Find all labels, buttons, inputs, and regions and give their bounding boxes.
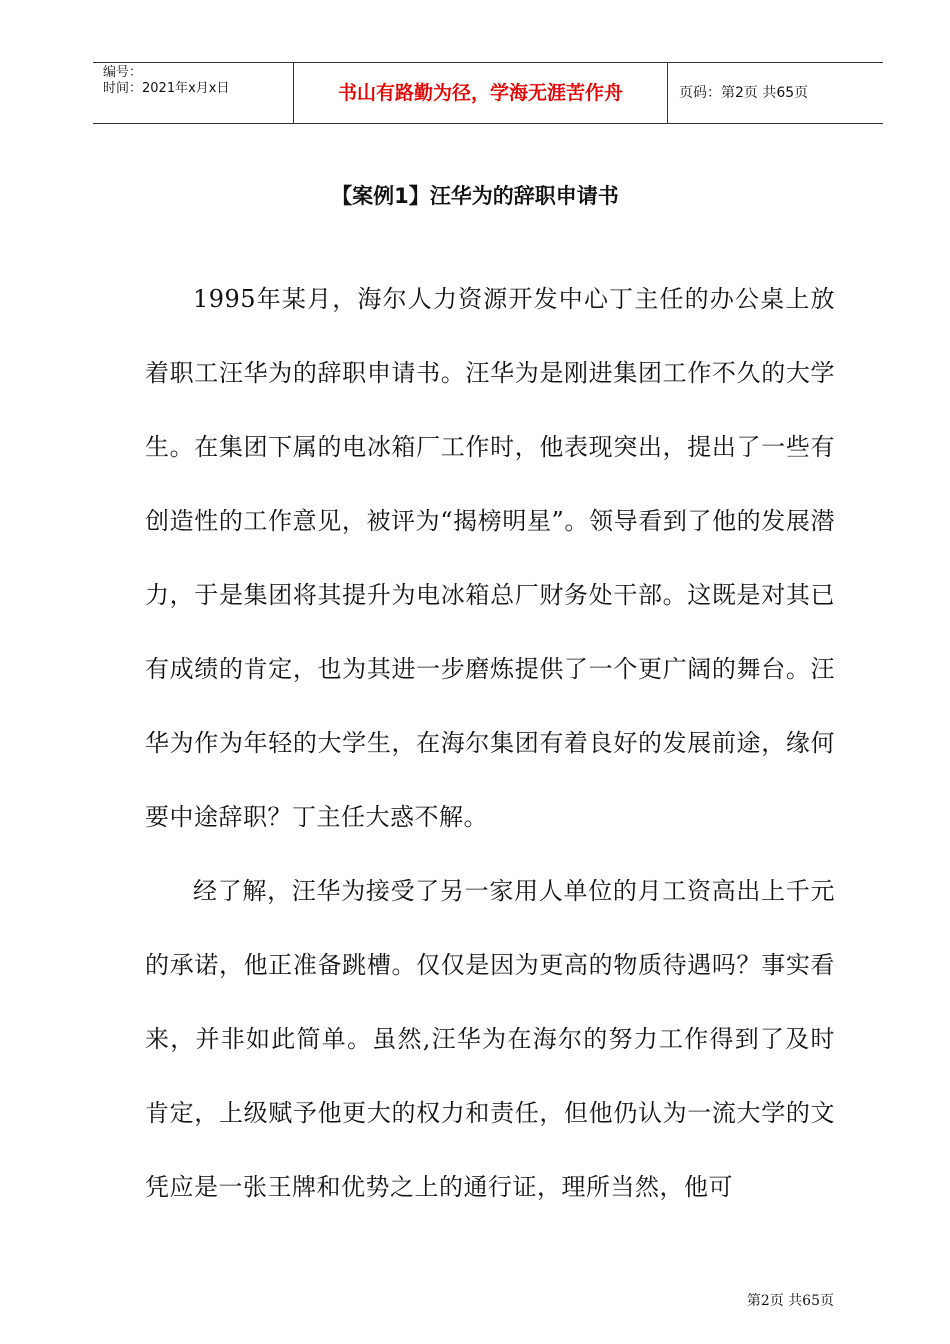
document-title: 【案例1】汪华为的辞职申请书 xyxy=(331,184,619,208)
body-paragraph: 经了解，汪华为接受了另一家用人单位的月工资高出上千元的承诺，他正准备跳槽。仅仅是因为更高的物质待遇吗？事实看来，并非如此简单。虽然,汪华为在海尔的努力工作得到了及时肯定，上级赋予他更大的权力和责任，但他仍认为一流大学的文凭应是一张王牌和优势之上的通行证，理所当然，他可 xyxy=(145,877,835,1201)
header-meta xyxy=(103,63,293,123)
header-divider xyxy=(667,63,668,123)
page-header xyxy=(93,62,883,124)
document-body xyxy=(145,262,835,1224)
page-footer: 第2页 共65页 xyxy=(746,1293,834,1309)
document-number-label: 编号： xyxy=(103,65,143,80)
body-paragraph: 1995年某月，海尔人力资源开发中心丁主任的办公桌上放着职工汪华为的辞职申请书。汪华为是刚进集团工作不久的大学生。在集团下属的电冰箱厂工作时，他表现突出，提出了一些有创造性的工作意见，被评为“揭榜明星”。领导看到了他的发展潜力，于是集团将其提升为电冰箱总厂财务处干部。这既是对其已有成绩的肯定，也为其进一步磨炼提供了一个更广阔的舞台。汪华为作为年轻的大学生，在海尔集团有着良好的发展前途，缘何要中途辞职？丁主任大惑不解。 xyxy=(145,285,835,831)
header-page-info: 页码：第2页 共65页 xyxy=(679,85,809,101)
document-time-label: 时间：2021年x月x日 xyxy=(103,81,230,96)
header-motto: 书山有路勤为径，学海无涯苦作舟 xyxy=(337,82,623,104)
